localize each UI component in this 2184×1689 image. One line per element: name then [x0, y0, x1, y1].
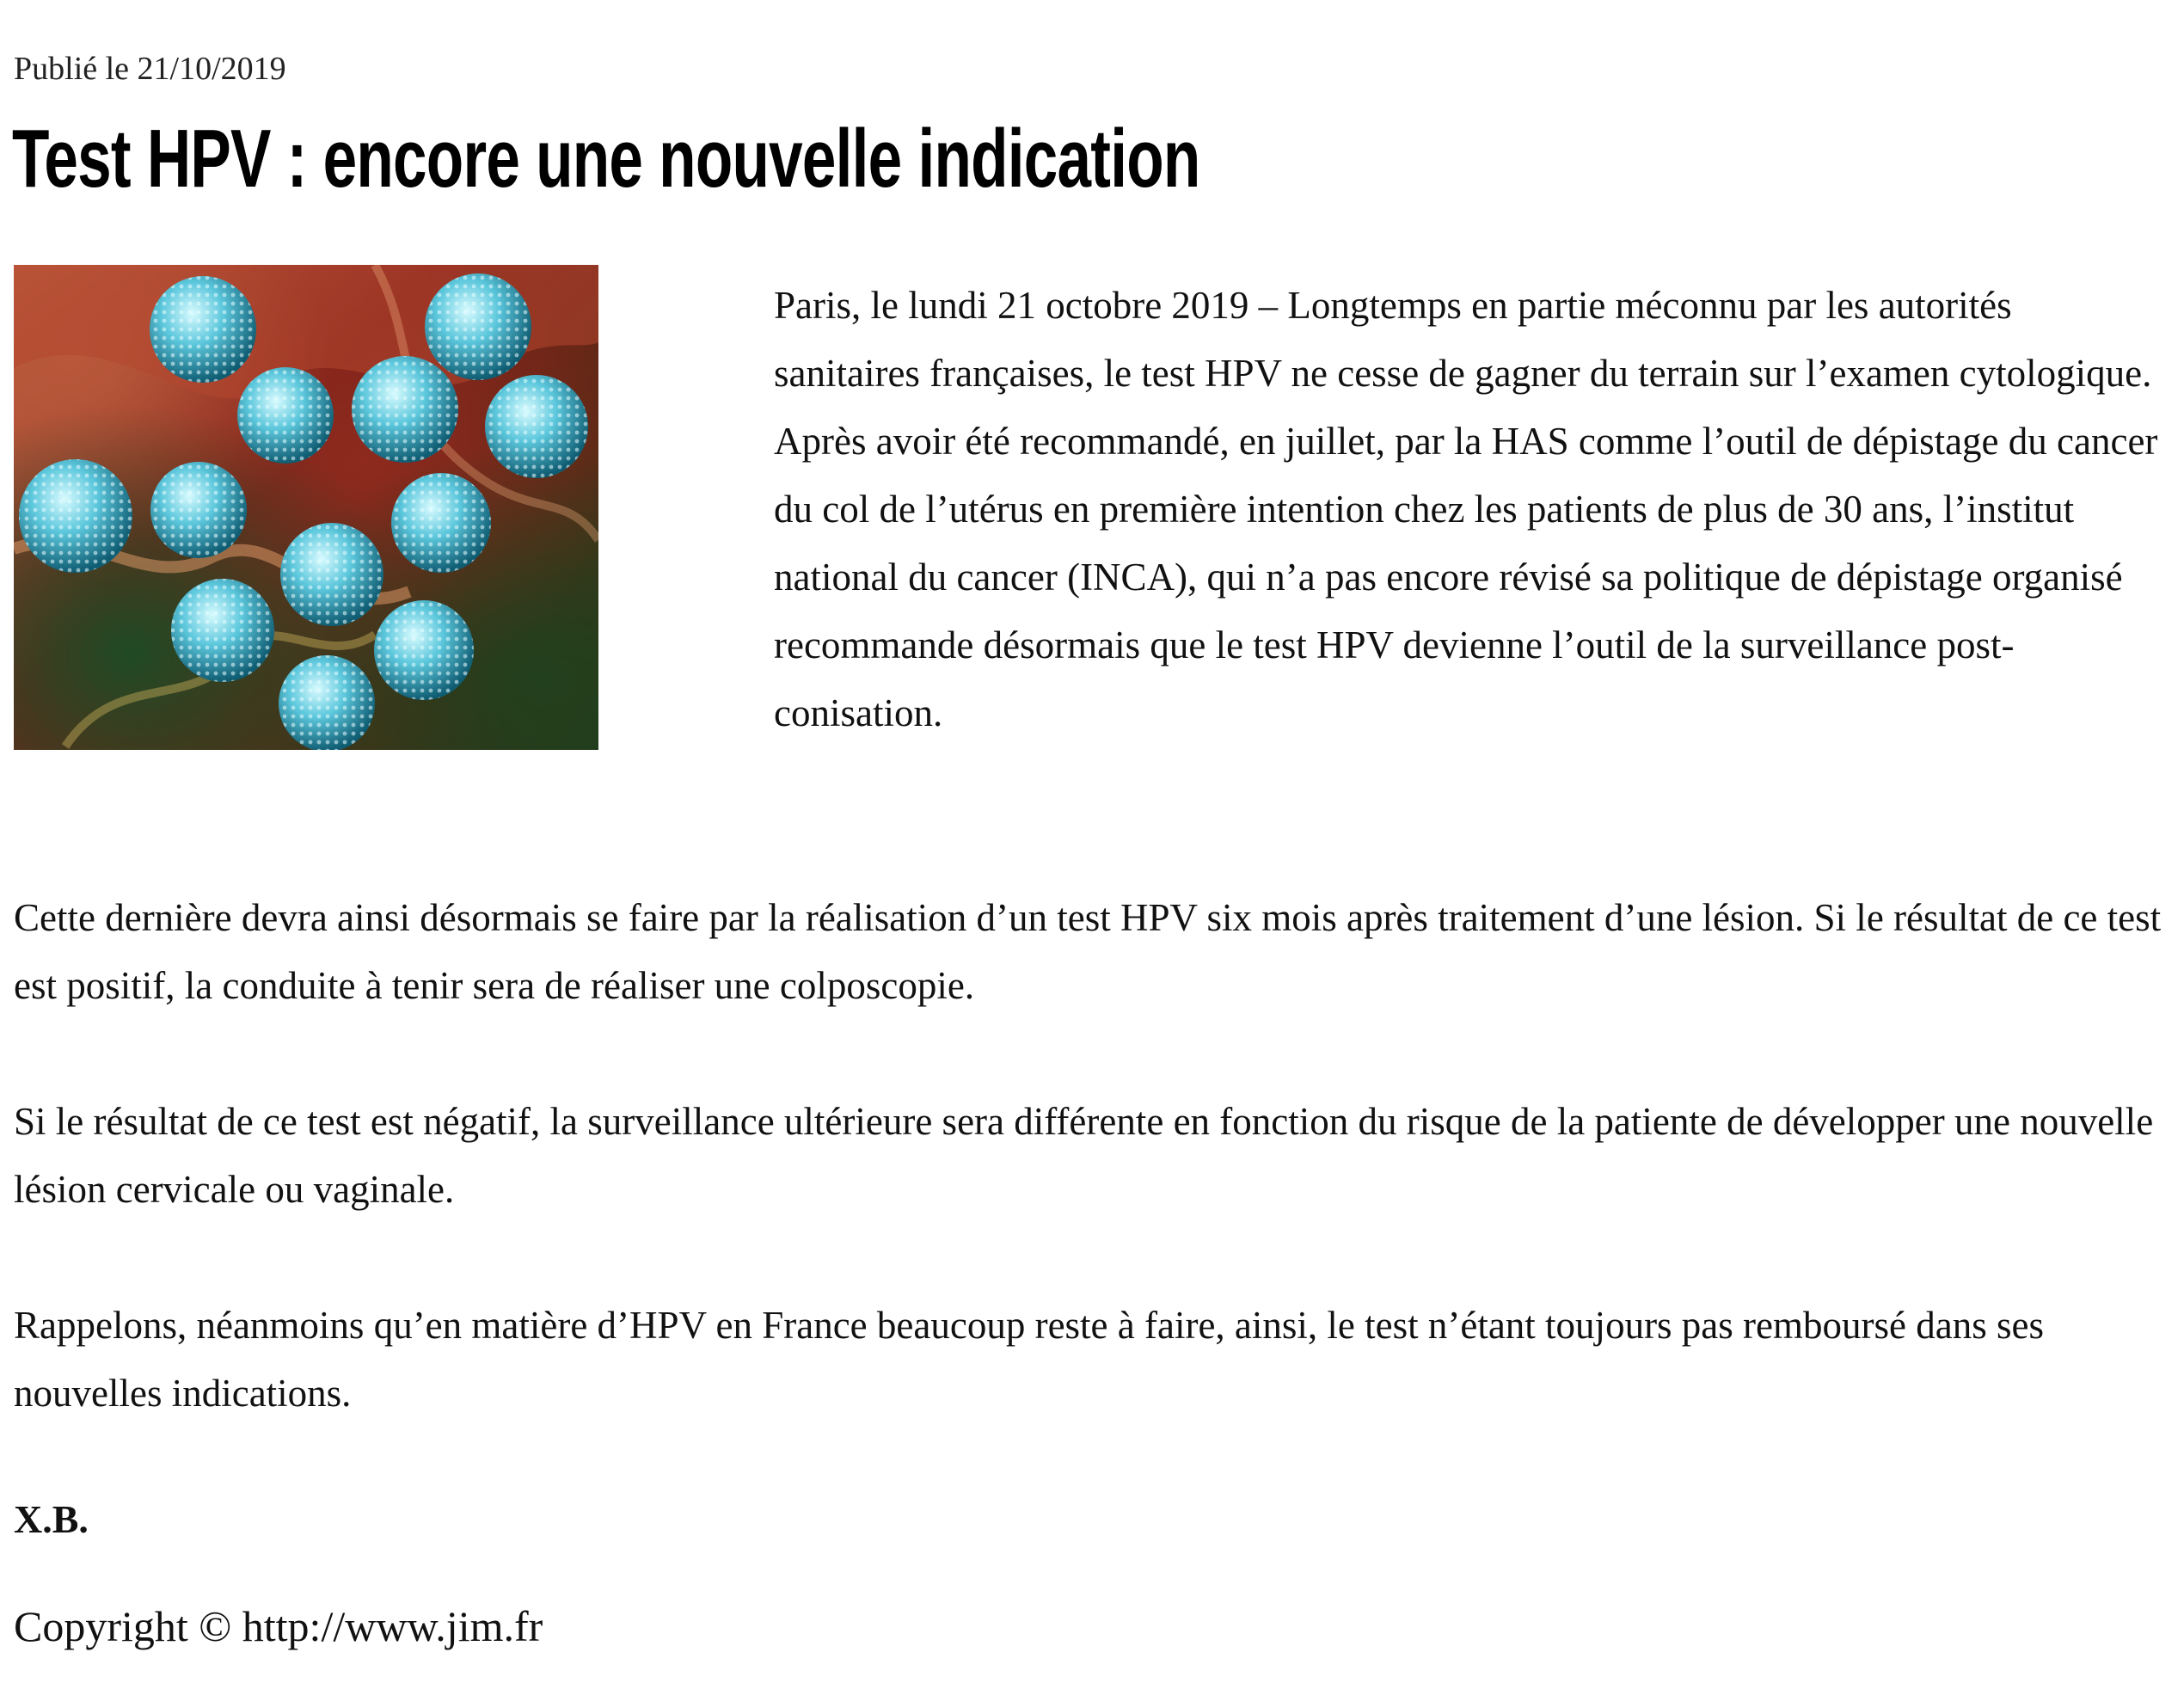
copyright-notice: Copyright © http://www.jim.fr	[14, 1602, 543, 1650]
author-initials: X.B.	[14, 1497, 89, 1541]
publication-date: Publié le 21/10/2019	[14, 51, 286, 87]
article-paragraph: Si le résultat de ce test est négatif, la surveillance ultérieure sera différente en fonction du risque de la patiente de développer une nouvelle lésion cervicale ou vaginale.	[14, 1100, 2154, 1211]
article-image	[14, 265, 598, 750]
article-paragraph: Cette dernière devra ainsi désormais se faire par la réalisation d’un test HPV six mois après traitement d’une lésion. Si le résultat de ce test est positif, la conduite à tenir sera de réaliser une colposcopie.	[14, 896, 2162, 1007]
article-lead-paragraph: Paris, le lundi 21 octobre 2019 – Longtemps en partie méconnu par les autorités sanitaires françaises, le test HPV ne cesse de gagner du terrain sur l’examen cytologique. Après avoir été recommandé, en juillet, par la HAS comme l’outil de dépistage du cancer du col de l’utérus en première intention chez les patients de plus de 30 ans, l’institut national du cancer (INCA), qui n’a pas encore révisé sa politique de dépistage organisé recommande désormais que le test HPV devienne l’outil de la surveillance post-conisation.	[774, 284, 2158, 734]
article-title: Test HPV : encore une nouvelle indication	[12, 113, 1200, 205]
article-paragraph: Rappelons, néanmoins qu’en matière d’HPV en France beaucoup reste à faire, ainsi, le test n’étant toujours pas remboursé dans ses nouvelles indications.	[14, 1304, 2044, 1415]
hpv-virus-illustration	[14, 265, 598, 750]
